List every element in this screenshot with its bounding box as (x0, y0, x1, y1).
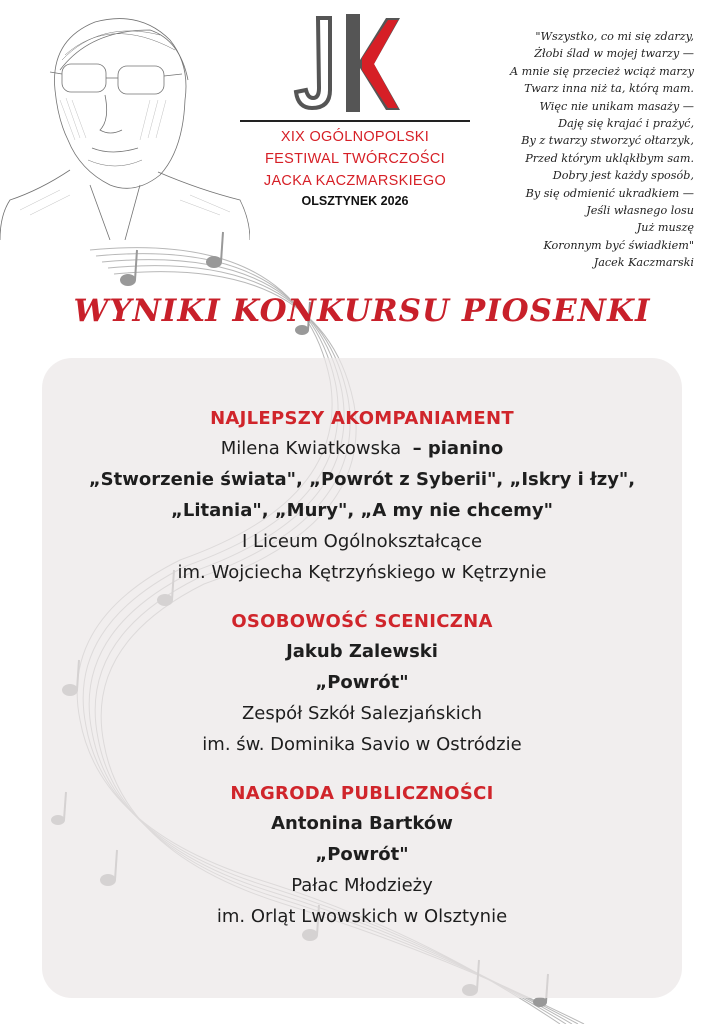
portrait-sketch (0, 0, 250, 240)
festival-line-2: FESTIWAL TWÓRCZOŚCI (265, 151, 445, 167)
school-name: Pałac Młodzieży (291, 875, 433, 896)
poem-line: Przed którym ukląkłbym sam. (525, 151, 694, 165)
festival-line-1: XIX OGÓLNOPOLSKI (280, 129, 430, 145)
poem-line: Daję się krajać i prażyć, (558, 117, 694, 131)
poem-line: Dobry jest każdy sposób, (552, 169, 694, 183)
logo-divider (240, 120, 470, 122)
poem-line: By się odmienić ukradkiem — (525, 186, 694, 200)
winner-instrument: – pianino (412, 438, 504, 459)
winner-name: Milena Kwiatkowska (220, 438, 402, 459)
school-location: im. św. Dominika Savio w Ostródzie (202, 734, 522, 755)
poem-line: Twarz inna niż ta, którą mam. (524, 82, 694, 96)
poem-line: Żłobi ślad w mojej twarzy — (534, 47, 694, 61)
school-name: I Liceum Ogólnokształcące (241, 531, 483, 552)
winner-name: Jakub Zalewski (286, 641, 438, 662)
poem-author: Jacek Kaczmarski (593, 256, 694, 270)
festival-logo (290, 8, 400, 120)
winner-name: Antonina Bartków (271, 813, 453, 834)
festival-line-3: JACKA KACZMARSKIEGO (263, 173, 447, 189)
song-list: „Litania", „Mury", „A my nie chcemy" (171, 500, 553, 521)
city-year: OLSZTYNEK 2026 (301, 194, 409, 208)
school-location: im. Wojciecha Kętrzyńskiego w Kętrzynie (177, 562, 547, 583)
result-stage-personality (42, 608, 682, 760)
category-heading: OSOBOWOŚĆ SCENICZNA (231, 611, 493, 632)
result-best-accompaniment (42, 405, 682, 588)
category-heading: NAJLEPSZY AKOMPANIAMENT (210, 408, 514, 429)
poem-line: A mnie się przecież wciąż marzy (509, 64, 694, 78)
poem-line: Już muszę (636, 221, 694, 235)
winner-line (42, 433, 682, 464)
result-audience-award (42, 780, 682, 932)
song-list: „Powrót" (315, 844, 409, 865)
festival-title (240, 126, 470, 192)
poem-line: "Wszystko, co mi się zdarzy, (535, 30, 694, 43)
poem-line: Jeśli własnego losu (586, 204, 694, 218)
song-list: „Powrót" (315, 672, 409, 693)
song-list: „Stworzenie świata", „Powrót z Syberii", „Iskry i łzy", (88, 469, 636, 490)
results-list (42, 405, 682, 952)
poem-line: Więc nie unikam masaży — (539, 99, 694, 113)
school-location: im. Orląt Lwowskich w Olsztynie (216, 906, 508, 927)
category-heading: NAGRODA PUBLICZNOŚCI (230, 783, 494, 804)
poem-line: By z twarzy stworzyć ołtarzyk, (521, 134, 694, 148)
poem-line: Koronnym być świadkiem" (543, 238, 694, 252)
page-title: WYNIKI KONKURSU PIOSENKI (73, 293, 651, 329)
school-name: Zespół Szkół Salezjańskich (241, 703, 483, 724)
